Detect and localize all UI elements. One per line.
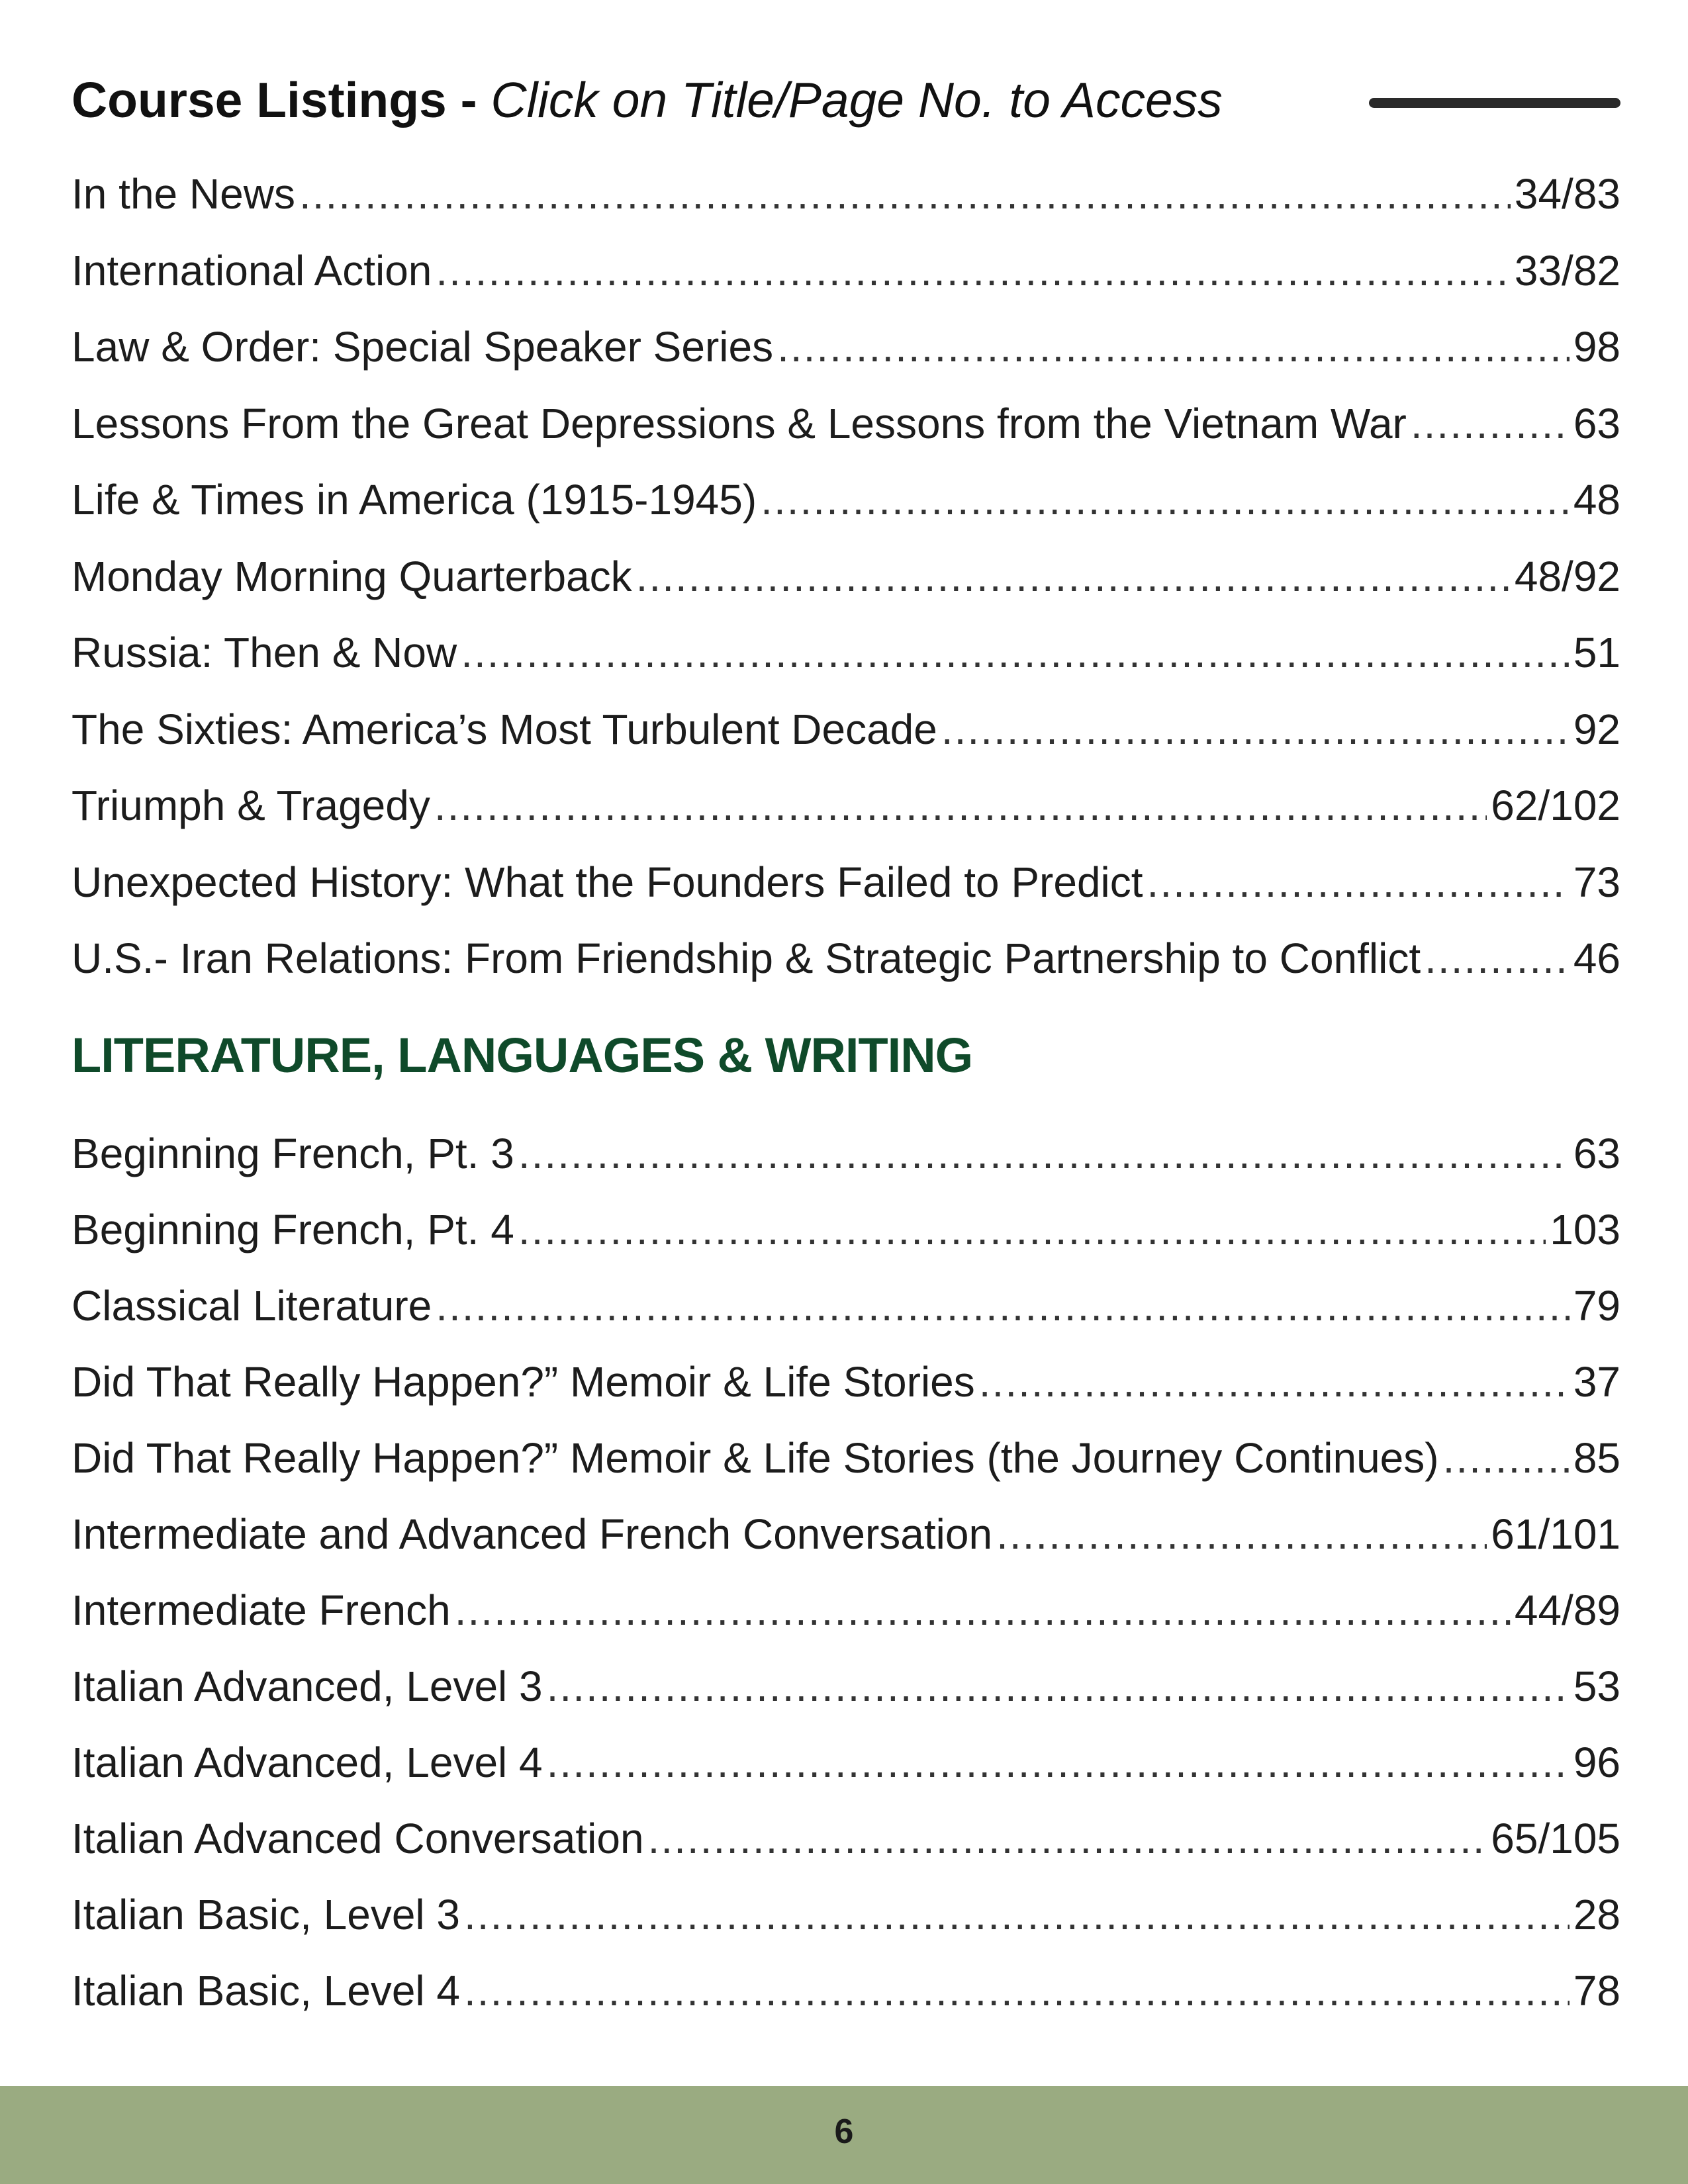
dot-leader xyxy=(455,1572,1511,1649)
course-listing-row[interactable] xyxy=(71,921,1620,997)
course-listing-row[interactable] xyxy=(71,1116,1620,1192)
header-rule xyxy=(1369,98,1620,108)
course-page-number-link[interactable]: 51 xyxy=(1573,629,1620,676)
course-title-link[interactable]: Triumph & Tragedy xyxy=(71,782,430,829)
course-title-link[interactable]: Intermediate French xyxy=(71,1586,451,1634)
dot-leader xyxy=(464,1953,1570,2029)
course-page-number-link[interactable]: 44/89 xyxy=(1514,1586,1620,1634)
course-page-number-link[interactable]: 33/82 xyxy=(1514,246,1620,295)
course-title-link[interactable]: U.S.- Iran Relations: From Friendship & Strategic Partnership to Conflict xyxy=(71,934,1421,982)
course-listing-row[interactable] xyxy=(71,462,1620,539)
dot-leader xyxy=(1443,1420,1570,1496)
course-page-number-link[interactable]: 48 xyxy=(1573,476,1620,523)
course-listing-row[interactable] xyxy=(71,1572,1620,1649)
course-listing-row[interactable] xyxy=(71,615,1620,692)
dot-leader xyxy=(777,309,1570,386)
course-title-link[interactable]: Unexpected History: What the Founders Failed to Predict xyxy=(71,858,1143,906)
course-listing-row[interactable] xyxy=(71,156,1620,233)
course-title-link[interactable]: Classical Literature xyxy=(71,1282,432,1330)
dot-leader xyxy=(547,1649,1570,1725)
page-title-instruction: Click on Title/Page No. to Access xyxy=(491,72,1223,128)
dot-leader xyxy=(979,1344,1570,1420)
course-title-link[interactable]: Law & Order: Special Speaker Series xyxy=(71,323,774,371)
course-page-number-link[interactable]: 48/92 xyxy=(1514,552,1620,600)
course-page-number-link[interactable]: 37 xyxy=(1573,1358,1620,1406)
dot-leader xyxy=(1411,386,1570,463)
course-title-link[interactable]: Russia: Then & Now xyxy=(71,629,457,676)
dot-leader xyxy=(996,1496,1487,1572)
course-listing-row[interactable] xyxy=(71,1725,1620,1801)
dot-leader xyxy=(518,1192,1546,1268)
course-page-number-link[interactable]: 61/101 xyxy=(1491,1510,1620,1558)
page-title-bold: Course Listings - xyxy=(71,72,477,128)
course-page-number-link[interactable]: 63 xyxy=(1573,399,1620,447)
course-listing-row[interactable] xyxy=(71,1953,1620,2029)
course-listing-row[interactable] xyxy=(71,233,1620,310)
course-title-link[interactable]: Beginning French, Pt. 3 xyxy=(71,1130,514,1177)
course-title-link[interactable]: Italian Advanced, Level 3 xyxy=(71,1662,543,1710)
dot-leader xyxy=(464,1877,1570,1953)
course-page-number-link[interactable]: 63 xyxy=(1573,1130,1620,1177)
course-title-link[interactable]: In the News xyxy=(71,170,295,218)
course-title-link[interactable]: Monday Morning Quarterback xyxy=(71,552,632,600)
course-title-link[interactable]: Italian Advanced Conversation xyxy=(71,1815,644,1862)
course-page-number-link[interactable]: 85 xyxy=(1573,1434,1620,1482)
course-title-link[interactable]: Beginning French, Pt. 4 xyxy=(71,1206,514,1253)
dot-leader xyxy=(1425,921,1570,997)
course-page-number-link[interactable]: 96 xyxy=(1573,1739,1620,1786)
course-listing-row[interactable] xyxy=(71,1192,1620,1268)
course-listing-row[interactable] xyxy=(71,1801,1620,1877)
course-page-number-link[interactable]: 92 xyxy=(1573,705,1620,753)
section-heading-literature: LITERATURE, LANGUAGES & WRITING xyxy=(71,1028,973,1083)
dot-leader xyxy=(461,615,1570,692)
course-list-literature xyxy=(71,1116,1620,2029)
course-listing-row[interactable] xyxy=(71,768,1620,844)
dot-leader xyxy=(636,539,1511,615)
course-title-link[interactable]: The Sixties: America’s Most Turbulent Decade xyxy=(71,705,937,753)
page-title xyxy=(71,64,1223,136)
course-title-link[interactable]: Did That Really Happen?” Memoir & Life Stories (the Journey Continues) xyxy=(71,1434,1439,1482)
page-number: 6 xyxy=(834,2113,854,2151)
course-page-number-link[interactable]: 65/105 xyxy=(1491,1815,1620,1862)
course-page-number-link[interactable]: 62/102 xyxy=(1491,782,1620,829)
course-listing-row[interactable] xyxy=(71,692,1620,768)
course-page-number-link[interactable]: 34/83 xyxy=(1514,170,1620,218)
course-listing-row[interactable] xyxy=(71,1877,1620,1953)
dot-leader xyxy=(518,1116,1570,1192)
course-page-number-link[interactable]: 79 xyxy=(1573,1282,1620,1330)
dot-leader xyxy=(434,768,1487,844)
course-listing-row[interactable] xyxy=(71,844,1620,921)
course-listing-row[interactable] xyxy=(71,1344,1620,1420)
course-title-link[interactable]: Italian Advanced, Level 4 xyxy=(71,1739,543,1786)
dot-leader xyxy=(761,462,1570,539)
course-title-link[interactable]: Lessons From the Great Depressions & Lessons from the Vietnam War xyxy=(71,399,1407,447)
dot-leader xyxy=(436,1268,1570,1344)
course-page-number-link[interactable]: 78 xyxy=(1573,1967,1620,2015)
course-listing-row[interactable] xyxy=(71,1420,1620,1496)
course-page-number-link[interactable]: 28 xyxy=(1573,1891,1620,1938)
course-title-link[interactable]: Italian Basic, Level 3 xyxy=(71,1891,460,1938)
course-page-number-link[interactable]: 103 xyxy=(1550,1206,1620,1253)
dot-leader xyxy=(436,233,1510,310)
dot-leader xyxy=(547,1725,1570,1801)
dot-leader xyxy=(648,1801,1487,1877)
course-title-link[interactable]: Intermediate and Advanced French Conversation xyxy=(71,1510,993,1558)
course-page-number-link[interactable]: 98 xyxy=(1573,323,1620,371)
course-listing-row[interactable] xyxy=(71,1268,1620,1344)
course-listing-row[interactable] xyxy=(71,386,1620,463)
course-list-history xyxy=(71,156,1620,997)
course-title-link[interactable]: Italian Basic, Level 4 xyxy=(71,1967,460,2015)
course-page-number-link[interactable]: 73 xyxy=(1573,858,1620,906)
dot-leader xyxy=(941,692,1570,768)
page-header xyxy=(71,64,1620,136)
dot-leader xyxy=(1147,844,1570,921)
course-page-number-link[interactable]: 53 xyxy=(1573,1662,1620,1710)
course-title-link[interactable]: International Action xyxy=(71,246,432,295)
course-listing-row[interactable] xyxy=(71,309,1620,386)
course-title-link[interactable]: Life & Times in America (1915-1945) xyxy=(71,476,757,523)
course-title-link[interactable]: Did That Really Happen?” Memoir & Life Stories xyxy=(71,1358,975,1406)
footer-band xyxy=(0,2086,1688,2184)
course-listing-row[interactable] xyxy=(71,1649,1620,1725)
course-page-number-link[interactable]: 46 xyxy=(1573,934,1620,982)
course-listing-row[interactable] xyxy=(71,1496,1620,1572)
dot-leader xyxy=(299,156,1511,233)
course-listing-row[interactable] xyxy=(71,539,1620,615)
